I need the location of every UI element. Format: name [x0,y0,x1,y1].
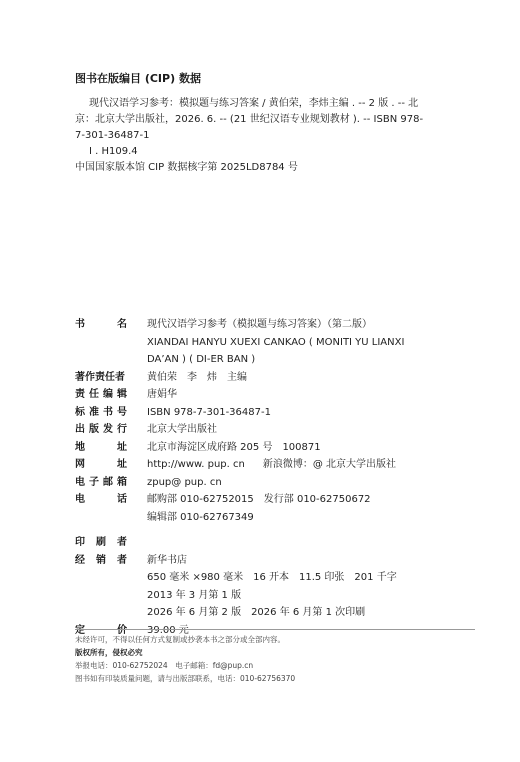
edition-row [75,587,475,605]
editor-value: 唐娟华 [147,389,177,400]
isbn-label: 标 准 书 号 [75,406,127,418]
author-row [75,369,475,387]
book-name-row-pinyin [75,351,475,369]
book-name-row [75,316,475,334]
phone-value: 编辑部 010-62767349 [147,511,254,523]
spec-row [75,569,475,587]
address-value: 北京市海淀区成府路 205 号 100871 [147,441,321,453]
author-label: 著作责任者 [75,371,125,383]
edition-value: 2026 年 6 月第 2 版 2026 年 6 月第 1 次印刷 [147,607,366,618]
distributor-label: 经 销 者 [75,554,127,566]
spec-value: 650 毫米 ×980 毫米 16 开本 11.5 印张 201 千字 [147,572,397,583]
footer-notice [75,633,475,685]
edition-row [75,604,475,622]
book-name-pinyin: DA’AN ) ( DI-ER BAN ) [147,354,256,365]
website-value: http://www. pup. cn [147,459,245,470]
printer-label: 印 刷 者 [75,537,127,548]
cip-line: 京：北京大学出版社，2026. 6. -- (21 世纪汉语专业规划教材 ). -- ISBN 978- [75,114,424,125]
divider [75,629,475,630]
phone-label: 电 话 [75,494,127,505]
copyright-info-block [75,316,475,639]
cip-line: 中国国家版本馆 CIP 数据核字第 2025LD8784 号 [75,162,298,173]
book-name-label: 书 名 [75,319,127,330]
book-name-value: 现代汉语学习参考（模拟题与练习答案）（第二版） [147,319,372,330]
publisher-row [75,421,475,439]
distributor-row [75,552,475,570]
editor-row [75,386,475,404]
price-label: 定 价 [75,624,127,636]
publisher-value: 北京大学出版社 [147,424,217,435]
footer-line: 图书如有印装质量问题，请与出版部联系，电话：010-62756370 [75,674,296,683]
cip-block [75,72,455,176]
website-row [75,456,475,474]
book-name-pinyin: XIANDAI HANYU XUEXI CANKAO ( MONITI YU LIANXI [147,336,405,348]
publisher-label: 出 版 发 行 [75,424,127,435]
footer-line: 举报电话：010-62752024 电子邮箱：fd@pup.cn [75,661,254,670]
isbn-value: ISBN 978-7-301-36487-1 [147,406,271,418]
cip-title: 图书在版编目 (CIP) 数据 [75,72,201,85]
address-row [75,439,475,457]
edition-value: 2013 年 3 月第 1 版 [147,589,242,601]
weibo-value: 新浪微博：@ 北京大学出版社 [262,459,397,470]
phone-row [75,491,475,509]
footer-copyright: 版权所有，侵权必究 [75,648,143,657]
editor-label: 责 任 编 辑 [75,389,127,400]
isbn-row [75,404,475,422]
cip-line: 现代汉语学习参考：模拟题与练习答案 / 黄伯荣，李炜主编 . -- 2 版 . -- 北 [89,98,419,109]
book-name-row-pinyin [75,334,475,352]
website-label: 网 址 [75,459,127,470]
cip-line: 7-301-36487-1 [75,130,150,141]
email-label: 电 子 邮 箱 [75,476,127,488]
distributor-value: 新华书店 [147,554,187,566]
email-row [75,474,475,492]
printer-row [75,534,475,552]
footer-line: 未经许可，不得以任何方式复制或抄袭本书之部分或全部内容。 [75,635,285,644]
author-value: 黄伯荣 李 炜 主编 [147,371,247,383]
cip-line: Ⅰ . H109.4 [89,146,138,157]
email-value: zpup@ pup. cn [147,476,222,488]
price-value: 39.00 元 [147,624,189,636]
address-label: 地 址 [75,441,127,453]
phone-value: 邮购部 010-62752015 发行部 010-62750672 [147,494,371,505]
phone-row-2 [75,509,475,527]
